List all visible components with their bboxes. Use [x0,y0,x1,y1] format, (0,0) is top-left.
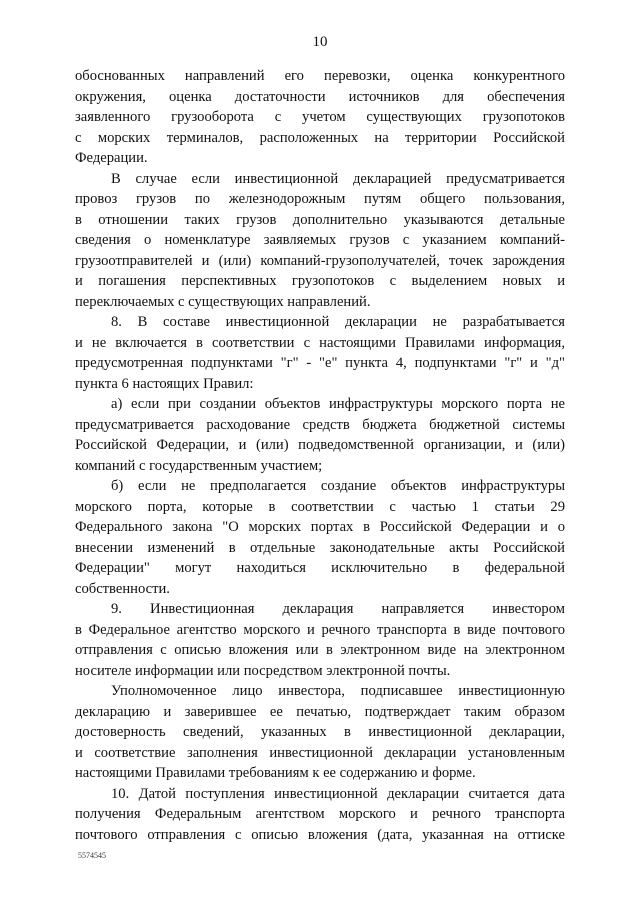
paragraph-item-10 [75,784,565,846]
text-line: предусматривается расходование средств бюджета бюджетной системы [75,416,565,433]
text-line: компаний с государственным участием; [75,457,323,474]
text-line: провоз грузов по железнодорожным путям общего пользования, [75,191,565,207]
document-code: 5574545 [78,851,106,860]
text-line: предусмотренная подпунктами "г" - "е" пункта 4, подпунктами "г" и "д" [75,355,565,371]
text-line: пункта 6 настоящих Правил: [75,375,254,392]
text-line: обоснованных направлений его перевозки, оценка конкурентного [75,68,565,84]
text-line: в отношении таких грузов дополнительно указываются детальные [75,211,565,228]
paragraph-subitem-b [75,476,565,599]
text-line: Уполномоченное лицо инвестора, подписавшее инвестиционную [111,683,565,699]
paragraph-subitem-a [75,394,565,476]
text-line: 8. В составе инвестиционной декларации не разрабатывается [111,314,565,330]
text-line: почтового отправления с описью вложения (дата, указанная на оттиске [75,826,565,843]
text-line: переключаемых с существующих направлений. [75,293,371,310]
text-line: и погашения перспективных грузопотоков с выделением новых и [75,273,565,289]
text-line: Федерального закона "О морских портах в Российской Федерации и о [75,519,565,535]
text-line: в Федеральное агентство морского и речного транспорта в виде почтового [75,621,565,638]
text-line: 10. Датой поступления инвестиционной декларации считается дата [111,785,565,802]
text-line: б) если не предполагается создание объектов инфраструктуры [111,478,565,494]
text-line: морского порта, которые в соответствии с частью 1 статьи 29 [75,498,565,515]
text-line: грузоотправителей и (или) компаний-грузополучателей, точек зарождения [75,252,565,269]
text-line: настоящими Правилами требованиям к ее содержанию и форме. [75,765,476,781]
text-line: достоверность сведений, указанных в инвестиционной декларации, [75,724,565,740]
document-body [75,66,565,845]
text-line: декларацию и заверившее ее печатью, подтверждает таким образом [75,703,565,720]
text-line: 9. Инвестиционная декларация направляется инвестором [111,601,565,617]
paragraph-railway-cargo [75,169,565,313]
text-line: и не включается в соответствии с настоящими Правилами информация, [75,334,565,351]
text-line: заявленного грузооборота с учетом существующих грузопотоков [75,109,565,125]
paragraph-authorized-person [75,681,565,784]
text-line: В случае если инвестиционной декларацией предусматривается [111,170,565,187]
text-line: сведения о номенклатуре заявляемых грузов с указанием компаний- [75,232,565,248]
text-line: собственности. [75,580,170,597]
text-line: с морских терминалов, расположенных на территории Российской [75,129,565,146]
page-number: 10 [312,34,328,50]
text-line: получения Федеральным агентством морского и речного транспорта [75,806,565,822]
text-line: отправления с описью вложения или в электронном виде на электронном [75,642,565,658]
text-line: окружения, оценка достаточности источников для обеспечения [75,88,565,105]
text-line: носителе информации или посредством электронной почты. [75,662,451,679]
paragraph-item-9 [75,599,565,681]
text-line: Федерации" могут находиться исключительно в федеральной [75,560,565,576]
text-line: и соответствие заполнения инвестиционной декларации установленным [75,744,565,761]
text-line: внесении изменений в отдельные законодательные акты Российской [75,539,565,556]
text-line: а) если при создании объектов инфраструктуры морского порта не [111,396,565,412]
paragraph-continuation [75,66,565,169]
text-line: Российской Федерации, и (или) подведомственной организации, и (или) [75,437,565,453]
paragraph-item-8 [75,312,565,394]
text-line: Федерации. [75,150,148,166]
